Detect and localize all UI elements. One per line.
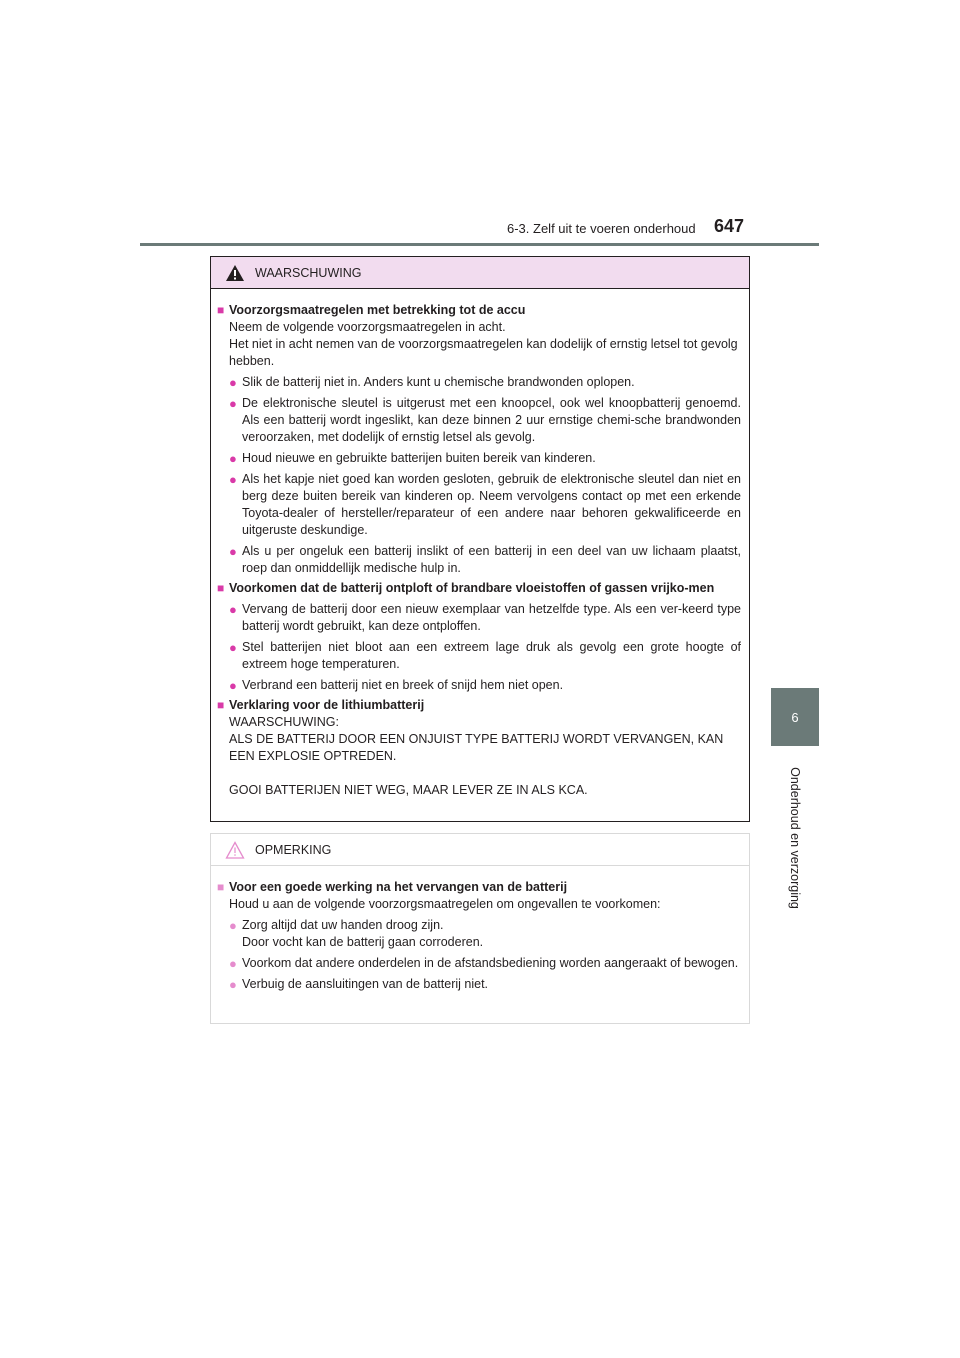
notice-title: OPMERKING — [255, 842, 332, 857]
square-marker-icon: ■ — [217, 880, 225, 894]
bullet-item — [229, 601, 741, 635]
chapter-tab[interactable] — [771, 688, 819, 746]
section-paragraph: ALS DE BATTERIJ DOOR EEN ONJUIST TYPE BATTERIJ WORDT VERVANGEN, KAN EEN EXPLOSIE OPTREDEN. — [229, 732, 724, 763]
section-paragraph — [229, 765, 741, 782]
round-bullet-icon: ● — [229, 977, 237, 992]
bullet-item — [229, 677, 741, 694]
bullet-item — [229, 471, 741, 539]
section-paragraph: WAARSCHUWING: — [229, 715, 339, 729]
round-bullet-icon: ● — [229, 472, 237, 487]
section-title-text: Voor een goede werking na het vervangen van de batterij — [229, 880, 568, 894]
bullet-text: Verbuig de aansluitingen van de batterij niet. — [242, 977, 489, 991]
bullet-text: Vervang de batterij door een nieuw exemplaar van hetzelfde type. Als een ver-keerd type batterij wordt gebruikt, kan deze ontploffen. — [242, 602, 741, 633]
notice-triangle-icon — [225, 841, 245, 859]
bullet-text: Stel batterijen niet bloot aan een extreem lage druk als gevolg een grote hoogte of extreem hoge temperaturen. — [242, 640, 741, 671]
notice-body — [211, 866, 749, 993]
bullet-text: Houd nieuwe en gebruikte batterijen buiten bereik van kinderen. — [242, 451, 596, 465]
section-paragraph: Houd u aan de volgende voorzorgsmaatregelen om ongevallen te voorkomen: — [229, 897, 661, 911]
warning-body — [211, 289, 749, 799]
bullet-text: Als het kapje niet goed kan worden gesloten, gebruik de elektronische sleutel dan niet en berg deze buiten bereik van kinderen op. Neem vervolgens contact op met een erkende Toyota-dealer of hersteller/reparateur of een andere naar behoren gekwalificeerde en uitgeruste deskundige. — [242, 472, 741, 537]
round-bullet-icon: ● — [229, 640, 237, 655]
notice-box — [210, 833, 750, 1024]
round-bullet-icon: ● — [229, 451, 237, 466]
chapter-label: Onderhoud en verzorging — [788, 767, 802, 909]
warning-header — [211, 257, 749, 289]
section-title — [217, 580, 741, 597]
bullet-item — [229, 543, 741, 577]
round-bullet-icon: ● — [229, 678, 237, 693]
section-title-text: Voorzorgsmaatregelen met betrekking tot de accu — [229, 303, 526, 317]
bullet-text: Zorg altijd dat uw handen droog zijn. Door vocht kan de batterij gaan corroderen. — [242, 918, 484, 949]
round-bullet-icon: ● — [229, 544, 237, 559]
section-title-text: Voorkomen dat de batterij ontploft of brandbare vloeistoffen of gassen vrijko-men — [229, 581, 715, 595]
section-paragraph: GOOI BATTERIJEN NIET WEG, MAAR LEVER ZE IN ALS KCA. — [229, 783, 588, 797]
page-number: 647 — [714, 216, 745, 236]
warning-title: WAARSCHUWING — [255, 265, 362, 280]
section-title — [217, 302, 741, 319]
section-title — [217, 879, 741, 896]
bullet-item — [229, 395, 741, 446]
header-section-title: 6-3. Zelf uit te voeren onderhoud — [507, 221, 696, 236]
square-marker-icon: ■ — [217, 303, 225, 317]
round-bullet-icon: ● — [229, 918, 237, 933]
section-title — [217, 697, 741, 714]
round-bullet-icon: ● — [229, 956, 237, 971]
section-paragraph: Het niet in acht nemen van de voorzorgsmaatregelen kan dodelijk of ernstig letsel tot gevolg hebben. — [229, 337, 738, 368]
warning-triangle-icon — [225, 264, 245, 282]
bullet-text: Voorkom dat andere onderdelen in de afstandsbediening worden aangeraakt of bewogen. — [242, 956, 739, 970]
notice-header — [211, 834, 749, 866]
bullet-text: De elektronische sleutel is uitgerust met een knoopcel, ook wel knoopbatterij genoemd. Als een batterij wordt ingeslikt, kan deze binnen 2 uur ernstige chemi-sche brandwonden veroorzaken, met dodelijk of ernstig letsel als gevolg. — [242, 396, 741, 444]
round-bullet-icon: ● — [229, 602, 237, 617]
bullet-item — [229, 450, 741, 467]
header-rule — [140, 243, 819, 246]
square-marker-icon: ■ — [217, 698, 225, 712]
bullet-text: Verbrand een batterij niet en breek of snijd hem niet open. — [242, 678, 564, 692]
warning-box — [210, 256, 750, 822]
chapter-number: 6 — [791, 709, 799, 725]
square-marker-icon: ■ — [217, 581, 225, 595]
round-bullet-icon: ● — [229, 375, 237, 390]
bullet-text: Slik de batterij niet in. Anders kunt u chemische brandwonden oplopen. — [242, 375, 635, 389]
bullet-text: Als u per ongeluk een batterij inslikt of een batterij in een deel van uw lichaam plaatst, roep dan onmiddellijk medische hulp in. — [242, 544, 741, 575]
bullet-item — [229, 917, 741, 951]
bullet-item — [229, 976, 741, 993]
section-paragraph: Neem de volgende voorzorgsmaatregelen in acht. — [229, 320, 506, 334]
bullet-item — [229, 639, 741, 673]
bullet-item — [229, 955, 741, 972]
bullet-item — [229, 374, 741, 391]
section-title-text: Verklaring voor de lithiumbatterij — [229, 698, 425, 712]
round-bullet-icon: ● — [229, 396, 237, 411]
